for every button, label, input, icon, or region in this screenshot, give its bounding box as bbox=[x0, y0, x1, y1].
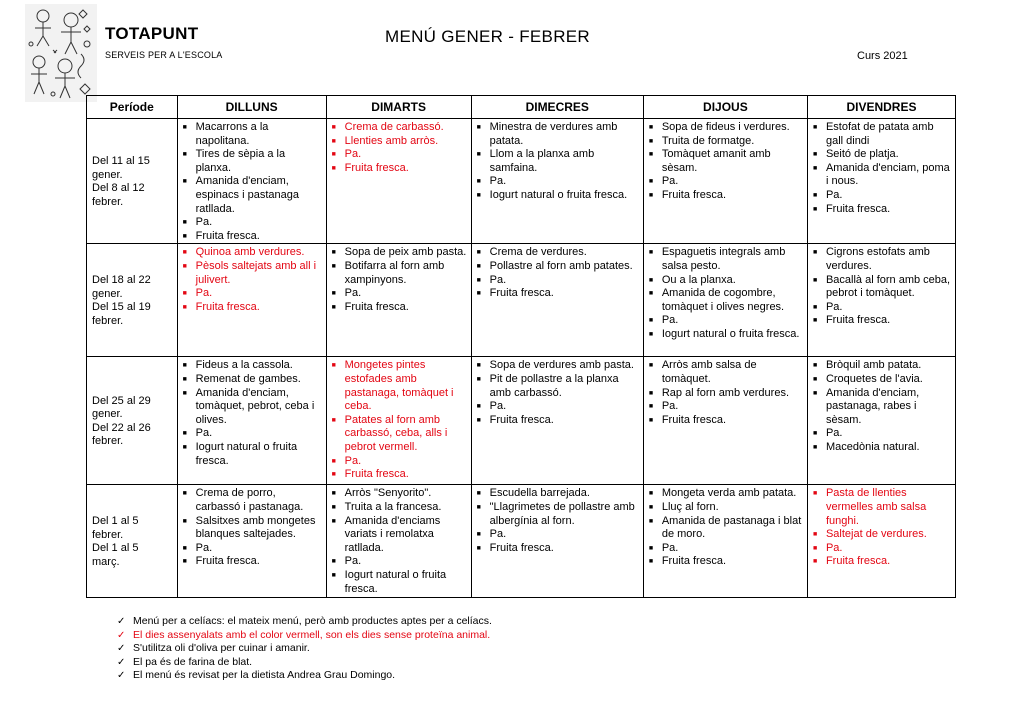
day-cell-wednesday bbox=[471, 357, 643, 485]
note-item: ✓ El pa és de farina de blat. bbox=[117, 656, 492, 670]
dish-item: ■ Iogurt natural o fruita fresca. bbox=[331, 569, 468, 596]
day-cell-friday bbox=[807, 119, 955, 244]
dish-item: ■ Pa. bbox=[648, 542, 804, 556]
day-cell-thursday bbox=[643, 119, 807, 244]
header-period: Període bbox=[87, 96, 178, 119]
dish-item: ■ Rap al forn amb verdures. bbox=[648, 387, 804, 401]
period-line: febrer. bbox=[92, 314, 124, 327]
dish-item: ■ Crema de verdures. bbox=[476, 246, 640, 260]
period-cell bbox=[87, 244, 178, 357]
dish-list bbox=[648, 359, 804, 427]
dish-item: ■ "Llagrimetes de pollastre amb albergínia al forn. bbox=[476, 501, 640, 528]
dish-item: ■ Truita de formatge. bbox=[648, 135, 804, 149]
dish-item: ■ Bacallà al forn amb ceba, pebrot i tomàquet. bbox=[812, 274, 952, 301]
dish-item: ■ Pa. bbox=[331, 455, 468, 469]
dish-item: ■ Fruita fresca. bbox=[182, 555, 323, 569]
period-cell bbox=[87, 119, 178, 244]
period-line: Del 22 al 26 bbox=[92, 421, 151, 434]
dish-list bbox=[331, 487, 468, 596]
dish-item: ■ Saltejat de verdures. bbox=[812, 528, 952, 542]
dish-list bbox=[648, 487, 804, 569]
dish-item: ■ Pa. bbox=[331, 555, 468, 569]
dish-item: ■ Fruita fresca. bbox=[648, 414, 804, 428]
day-cell-wednesday bbox=[471, 119, 643, 244]
period-line: Del 25 al 29 bbox=[92, 394, 151, 407]
dish-item: ■ Pa. bbox=[812, 542, 952, 556]
day-cell-monday bbox=[177, 485, 326, 598]
dish-item: ■ Fruita fresca. bbox=[182, 230, 323, 244]
dish-item: ■ Crema de carbassó. bbox=[331, 121, 468, 135]
dish-item: ■ Pa. bbox=[812, 427, 952, 441]
dish-item: ■ Pa. bbox=[182, 287, 323, 301]
day-cell-tuesday bbox=[326, 244, 471, 357]
dish-item: ■ Arròs "Senyorito". bbox=[331, 487, 468, 501]
dish-item: ■ Pa. bbox=[812, 189, 952, 203]
dish-item: ■ Salsitxes amb mongetes blanques saltejades. bbox=[182, 515, 323, 542]
dish-item: ■ Truita a la francesa. bbox=[331, 501, 468, 515]
dish-item: ■ Fruita fresca. bbox=[812, 555, 952, 569]
dish-item: ■ Iogurt natural o fruita fresca. bbox=[182, 441, 323, 468]
day-cell-monday bbox=[177, 244, 326, 357]
dish-item: ■ Fruita fresca. bbox=[331, 162, 468, 176]
dish-item: ■ Sopa de peix amb pasta. bbox=[331, 246, 468, 260]
dish-item: ■ Croquetes de l'avia. bbox=[812, 373, 952, 387]
dish-item: ■ Sopa de fideus i verdures. bbox=[648, 121, 804, 135]
dish-item: ■ Sopa de verdures amb pasta. bbox=[476, 359, 640, 373]
dish-item: ■ Pollastre al forn amb patates. bbox=[476, 260, 640, 274]
dish-item: ■ Pasta de llenties vermelles amb salsa funghi. bbox=[812, 487, 952, 528]
dish-list bbox=[476, 487, 640, 555]
day-cell-friday bbox=[807, 357, 955, 485]
header-thursday: DIJOUS bbox=[643, 96, 807, 119]
day-cell-wednesday bbox=[471, 244, 643, 357]
dish-item: ■ Botifarra al forn amb xampinyons. bbox=[331, 260, 468, 287]
day-cell-tuesday bbox=[326, 357, 471, 485]
period-line: gener. bbox=[92, 408, 123, 421]
note-item: ✓ El dies assenyalats amb el color vermell, son els dies sense proteïna animal. bbox=[117, 629, 492, 643]
dish-item: ■ Remenat de gambes. bbox=[182, 373, 323, 387]
dish-item: ■ Amanida d'enciam, poma i nous. bbox=[812, 162, 952, 189]
dish-item: ■ Cigrons estofats amb verdures. bbox=[812, 246, 952, 273]
dish-list bbox=[476, 121, 640, 203]
day-cell-thursday bbox=[643, 244, 807, 357]
dish-item: ■ Arròs amb salsa de tomàquet. bbox=[648, 359, 804, 386]
dish-item: ■ Llenties amb arròs. bbox=[331, 135, 468, 149]
dish-item: ■ Estofat de patata amb gall dindi bbox=[812, 121, 952, 148]
dish-item: ■ Fideus a la cassola. bbox=[182, 359, 323, 373]
period-line: febrer. bbox=[92, 195, 124, 208]
period-line: Del 18 al 22 bbox=[92, 274, 151, 287]
day-cell-friday bbox=[807, 485, 955, 598]
dish-item: ■ Quinoa amb verdures. bbox=[182, 246, 323, 260]
header-tuesday: DIMARTS bbox=[326, 96, 471, 119]
page-title: MENÚ GENER - FEBRER bbox=[385, 27, 590, 46]
dish-list bbox=[476, 246, 640, 300]
dish-item: ■ Escudella barrejada. bbox=[476, 487, 640, 501]
dish-item: ■ Crema de porro, carbassó i pastanaga. bbox=[182, 487, 323, 514]
dish-list bbox=[648, 121, 804, 203]
dish-item: ■ Pa. bbox=[331, 148, 468, 162]
dish-item: ■ Pa. bbox=[648, 175, 804, 189]
day-cell-friday bbox=[807, 244, 955, 357]
dish-list bbox=[182, 121, 323, 243]
period-line: Del 15 al 19 bbox=[92, 301, 151, 314]
dish-item: ■ Llom a la planxa amb samfaina. bbox=[476, 148, 640, 175]
day-cell-wednesday bbox=[471, 485, 643, 598]
dish-item: ■ Fruita fresca. bbox=[331, 468, 468, 482]
dish-item: ■ Pa. bbox=[182, 216, 323, 230]
table-row bbox=[87, 485, 956, 598]
dish-item: ■ Pa. bbox=[331, 287, 468, 301]
dish-item: ■ Fruita fresca. bbox=[812, 203, 952, 217]
dish-list bbox=[331, 246, 468, 314]
dish-list bbox=[476, 359, 640, 427]
dish-item: ■ Pa. bbox=[812, 301, 952, 315]
period-line: febrer. bbox=[92, 435, 124, 448]
dish-item: ■ Mongeta verda amb patata. bbox=[648, 487, 804, 501]
period-cell bbox=[87, 357, 178, 485]
dish-list bbox=[331, 359, 468, 481]
dish-list bbox=[182, 246, 323, 314]
dish-item: ■ Pa. bbox=[182, 542, 323, 556]
period-line: Del 11 al 15 bbox=[92, 154, 150, 167]
dish-item: ■ Lluç al forn. bbox=[648, 501, 804, 515]
dish-item: ■ Bròquil amb patata. bbox=[812, 359, 952, 373]
logo-children-drawing bbox=[25, 4, 97, 102]
day-cell-thursday bbox=[643, 357, 807, 485]
dish-item: ■ Macarrons a la napolitana. bbox=[182, 121, 323, 148]
dish-item: ■ Pa. bbox=[648, 314, 804, 328]
dish-item: ■ Pa. bbox=[182, 427, 323, 441]
dish-item: ■ Pa. bbox=[476, 175, 640, 189]
day-cell-tuesday bbox=[326, 119, 471, 244]
dish-item: ■ Tomàquet amanit amb sèsam. bbox=[648, 148, 804, 175]
period-line: febrer. bbox=[92, 528, 124, 541]
brand-subtitle: SERVEIS PER A L'ESCOLA bbox=[105, 50, 223, 60]
dish-item: ■ Pit de pollastre a la planxa amb carbassó. bbox=[476, 373, 640, 400]
dish-list bbox=[182, 487, 323, 569]
dish-item: ■ Fruita fresca. bbox=[476, 414, 640, 428]
dish-item: ■ Fruita fresca. bbox=[331, 301, 468, 315]
dish-item: ■ Amanida de cogombre, tomàquet i olives negres. bbox=[648, 287, 804, 314]
brand-name: TOTAPUNT bbox=[105, 24, 199, 43]
dish-item: ■ Patates al forn amb carbassó, ceba, alls i pebrot vermell. bbox=[331, 414, 468, 455]
dish-item: ■ Fruita fresca. bbox=[182, 301, 323, 315]
dish-item: ■ Amanida de pastanaga i blat de moro. bbox=[648, 515, 804, 542]
note-item: ✓ S'utilitza oli d'oliva per cuinar i amanir. bbox=[117, 642, 492, 656]
menu-table bbox=[86, 95, 956, 598]
dish-item: ■ Iogurt natural o fruita fresca. bbox=[648, 328, 804, 342]
table-row bbox=[87, 357, 956, 485]
dish-item: ■ Pèsols saltejats amb all i julivert. bbox=[182, 260, 323, 287]
dish-item: ■ Tires de sèpia a la planxa. bbox=[182, 148, 323, 175]
dish-item: ■ Fruita fresca. bbox=[476, 287, 640, 301]
dish-item: ■ Pa. bbox=[648, 400, 804, 414]
header-monday: DILLUNS bbox=[177, 96, 326, 119]
table-header-row bbox=[87, 96, 956, 119]
table-row bbox=[87, 244, 956, 357]
dish-list bbox=[812, 487, 952, 569]
dish-list bbox=[812, 246, 952, 328]
period-line: Del 1 al 5 bbox=[92, 542, 139, 555]
dish-item: ■ Amanida d'enciam, espinacs i pastanaga ratllada. bbox=[182, 175, 323, 216]
school-year: Curs 2021 bbox=[857, 50, 908, 62]
dish-list bbox=[812, 359, 952, 454]
notes-list bbox=[117, 615, 492, 683]
period-line: gener. bbox=[92, 168, 123, 181]
dish-item: ■ Ou a la planxa. bbox=[648, 274, 804, 288]
header-friday: DIVENDRES bbox=[807, 96, 955, 119]
dish-item: ■ Seitó de platja. bbox=[812, 148, 952, 162]
period-line: Del 8 al 12 bbox=[92, 182, 145, 195]
period-line: gener. bbox=[92, 287, 123, 300]
dish-item: ■ Fruita fresca. bbox=[476, 542, 640, 556]
period-line: març. bbox=[92, 555, 120, 568]
dish-item: ■ Minestra de verdures amb patata. bbox=[476, 121, 640, 148]
dish-item: ■ Fruita fresca. bbox=[648, 189, 804, 203]
day-cell-monday bbox=[177, 357, 326, 485]
dish-list bbox=[331, 121, 468, 175]
dish-item: ■ Amanida d'enciam, pastanaga, rabes i sèsam. bbox=[812, 387, 952, 428]
dish-item: ■ Fruita fresca. bbox=[648, 555, 804, 569]
day-cell-monday bbox=[177, 119, 326, 244]
dish-item: ■ Pa. bbox=[476, 274, 640, 288]
header-wednesday: DIMECRES bbox=[471, 96, 643, 119]
dish-item: ■ Pa. bbox=[476, 400, 640, 414]
dish-item: ■ Macedònia natural. bbox=[812, 441, 952, 455]
period-line: Del 1 al 5 bbox=[92, 515, 139, 528]
dish-item: ■ Amanida d'enciam, tomàquet, pebrot, ceba i olives. bbox=[182, 387, 323, 428]
dish-item: ■ Amanida d'enciams variats i remolatxa ratllada. bbox=[331, 515, 468, 556]
note-item: ✓ Menú per a celíacs: el mateix menú, però amb productes aptes per a celíacs. bbox=[117, 615, 492, 629]
dish-item: ■ Iogurt natural o fruita fresca. bbox=[476, 189, 640, 203]
table-row bbox=[87, 119, 956, 244]
dish-list bbox=[182, 359, 323, 468]
period-cell bbox=[87, 485, 178, 598]
dish-item: ■ Mongetes pintes estofades amb pastanaga, tomàquet i ceba. bbox=[331, 359, 468, 413]
dish-item: ■ Fruita fresca. bbox=[812, 314, 952, 328]
dish-list bbox=[812, 121, 952, 216]
dish-item: ■ Pa. bbox=[476, 528, 640, 542]
dish-item: ■ Espaguetis integrals amb salsa pesto. bbox=[648, 246, 804, 273]
day-cell-thursday bbox=[643, 485, 807, 598]
note-item: ✓ El menú és revisat per la dietista Andrea Grau Domingo. bbox=[117, 669, 492, 683]
day-cell-tuesday bbox=[326, 485, 471, 598]
dish-list bbox=[648, 246, 804, 341]
